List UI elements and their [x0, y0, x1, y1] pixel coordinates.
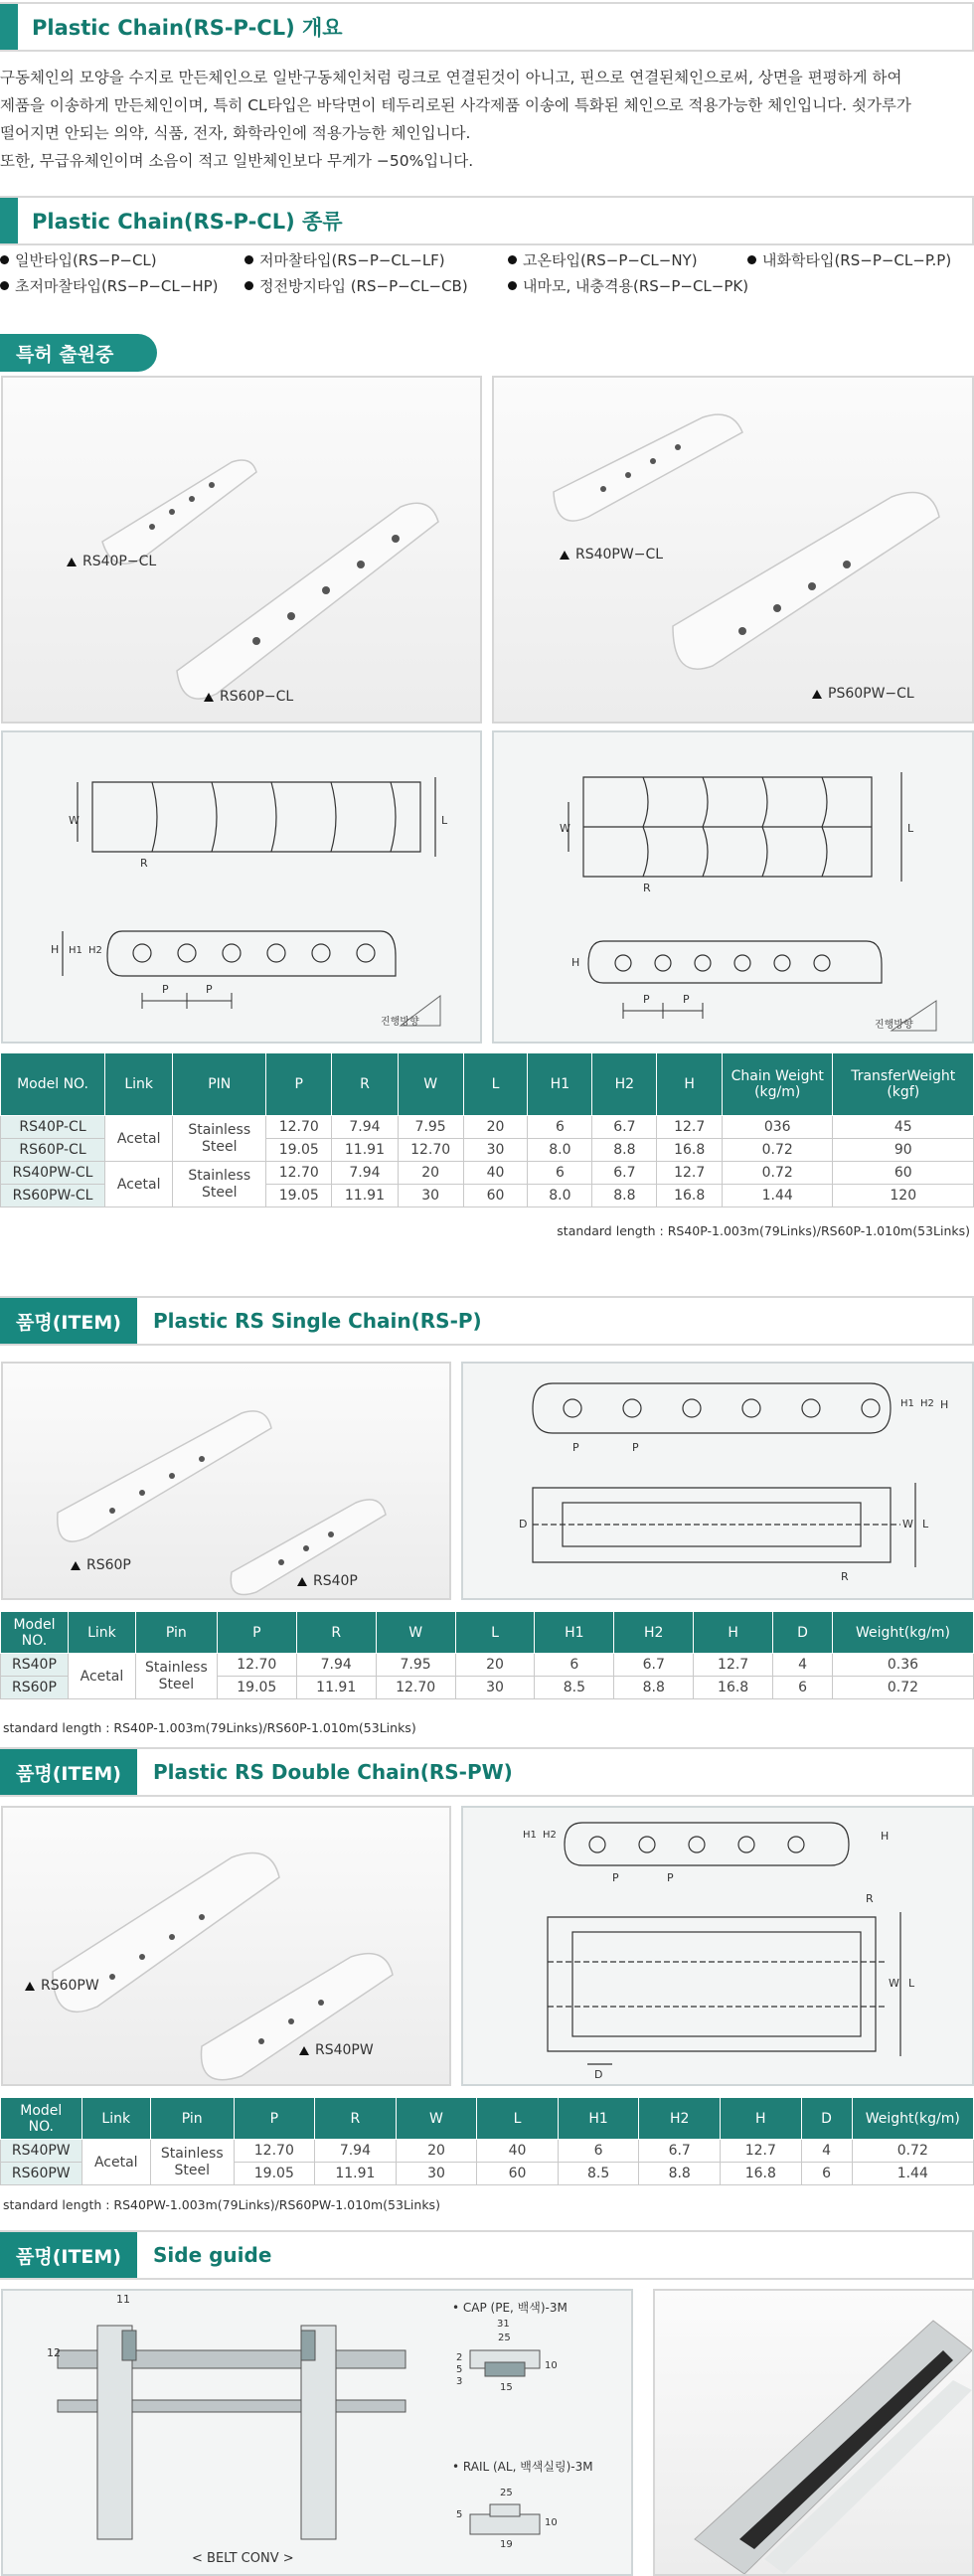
item-badge: 품명(ITEM) [0, 1749, 137, 1795]
side-guide-title-bar [0, 2230, 974, 2280]
double-chain-drawing [463, 1808, 972, 2084]
table-cell: 036 [722, 1116, 833, 1139]
overview-title: Plastic Chain(RS-P-CL) 개요 [32, 16, 343, 40]
table-header-cell: L [455, 1612, 535, 1654]
list-item: 초저마찰타입(RS−P−CL−HP) [0, 275, 244, 296]
table-header-cell: Model NO. [1, 2098, 82, 2140]
dim-label: 5 [456, 2364, 463, 2375]
dim-label: H2 [920, 1398, 934, 1409]
dim-label: H1 [69, 945, 82, 956]
list-item: 고온타입(RS−P−CL−NY) [508, 249, 747, 270]
model-cell: RS40P [1, 1654, 69, 1677]
table-cell: 12.70 [266, 1116, 332, 1139]
list-item: 저마찰타입(RS−P−CL−LF) [244, 249, 508, 270]
dim-label: W [560, 822, 570, 835]
dim-label: H [881, 1830, 890, 1843]
dim-label: R [841, 1570, 849, 1583]
table-cell: 0.36 [832, 1654, 973, 1677]
dim-label: 3 [456, 2376, 463, 2387]
table-cell: 20 [455, 1654, 535, 1677]
table-cell: 6.7 [592, 1162, 657, 1185]
table-header-cell: D [773, 1612, 833, 1654]
table-cell: 12.7 [657, 1116, 723, 1139]
list-item: 내마모, 내충격용(RS−P−CL−PK) [508, 275, 748, 296]
model-cell: RS40PW [1, 2140, 82, 2163]
triangle-icon [299, 2046, 309, 2055]
table-cell: 0.72 [722, 1139, 833, 1162]
bullet-icon [508, 255, 517, 264]
side-guide-title: Side guide [153, 2243, 272, 2267]
single-chain-drawing [463, 1364, 972, 1598]
overview-line: 또한, 무급유체인이며 소음이 적고 일반체인보다 무게가 −50%입니다. [0, 152, 474, 170]
table-cell: 8.8 [592, 1139, 657, 1162]
photo-panel-single-cl [1, 376, 482, 724]
title-accent-bar [0, 4, 18, 50]
table-cell: 30 [396, 2163, 477, 2185]
table-cell: 19.05 [266, 1185, 332, 1208]
dim-label: P [162, 983, 169, 996]
chain-photo-single [3, 378, 480, 722]
table-header-cell: P [217, 1612, 296, 1654]
triangle-icon [812, 690, 822, 699]
dim-label: 19 [500, 2539, 513, 2550]
table-cell: 6.7 [614, 1654, 694, 1677]
dim-label: W [889, 1977, 899, 1990]
table-cell: 20 [463, 1116, 528, 1139]
model-cell: RS40PW-CL [1, 1162, 105, 1185]
standard-length-note: standard length : RS40P-1.003m(79Links)/RS60P-1.010m(53Links) [3, 1720, 416, 1735]
table-cell: 11.91 [296, 1677, 376, 1699]
table-cell: 16.8 [694, 1677, 773, 1699]
dim-label: H2 [543, 1830, 557, 1841]
table-header-cell: L [477, 2098, 559, 2140]
table-cell: 90 [833, 1139, 974, 1162]
table-cell: 7.94 [315, 2140, 397, 2163]
table-cell: 19.05 [266, 1139, 332, 1162]
list-item: 내화학타입(RS−P−CL−P.P) [747, 249, 951, 270]
dim-label: L [441, 814, 448, 827]
bullet-icon [0, 255, 9, 264]
table-header-cell: W [398, 1053, 463, 1116]
link-cell: Acetal [68, 1654, 135, 1699]
table-cell: 40 [477, 2140, 559, 2163]
model-cell: RS60PW [1, 2163, 82, 2185]
cap-label: • CAP (PE, 백색)-3M [452, 2301, 568, 2315]
table-header-cell: H1 [535, 1612, 614, 1654]
table-row [1, 2140, 974, 2163]
dim-label: D [594, 2068, 603, 2081]
table-cell: 60 [477, 2163, 559, 2185]
table-header-cell: W [396, 2098, 477, 2140]
table-cell: 12.70 [266, 1162, 332, 1185]
table-cell: 40 [463, 1162, 528, 1185]
title-accent-bar [0, 198, 18, 243]
table-cell: 12.7 [657, 1162, 723, 1185]
table-header-cell: TransferWeight (kgf) [833, 1053, 974, 1116]
table-cell: 7.95 [398, 1116, 463, 1139]
pin-cell: Stainless Steel [173, 1162, 266, 1208]
dim-label: H1 [523, 1830, 537, 1841]
table-cell: 20 [398, 1162, 463, 1185]
table-cell: 30 [455, 1677, 535, 1699]
table-header-cell: W [376, 1612, 455, 1654]
side-guide-drawing [3, 2291, 631, 2574]
model-cell: RS40P-CL [1, 1116, 105, 1139]
dim-label: 25 [500, 2488, 513, 2498]
dim-label: H1 [900, 1398, 914, 1409]
table-header-cell: Pin [135, 1612, 217, 1654]
dim-label: P [632, 1441, 639, 1454]
table-cell: 20 [396, 2140, 477, 2163]
double-chain-photo [3, 1808, 449, 2084]
dim-label: R [643, 882, 651, 894]
triangle-icon [71, 1561, 81, 1570]
table-cell: 8.5 [535, 1677, 614, 1699]
pin-cell: Stainless Steel [135, 1654, 217, 1699]
table-cell: 7.94 [296, 1654, 376, 1677]
table-cell: 19.05 [217, 1677, 296, 1699]
table-cell: 30 [398, 1185, 463, 1208]
table-cell: 11.91 [332, 1185, 398, 1208]
table-header-cell: P [266, 1053, 332, 1116]
table-cell: 12.70 [376, 1677, 455, 1699]
dim-label: L [907, 822, 914, 835]
side-guide-drawing-panel [1, 2289, 633, 2576]
pin-cell: Stainless Steel [150, 2140, 234, 2185]
dim-label: P [206, 983, 213, 996]
table-header-cell: Model NO. [1, 1612, 69, 1654]
bullet-icon [0, 281, 9, 290]
table-cell: 11.91 [332, 1139, 398, 1162]
table-header-cell: R [296, 1612, 376, 1654]
belt-conv-label: < BELT CONV > [192, 2551, 294, 2566]
table-cell: 6.7 [639, 2140, 721, 2163]
model-cell: RS60P-CL [1, 1139, 105, 1162]
table-cell: 0.72 [722, 1162, 833, 1185]
photo-caption: RS60P−CL [204, 689, 293, 705]
table-header-cell: H2 [614, 1612, 694, 1654]
single-title-bar [0, 1296, 974, 1346]
dim-label: W [902, 1518, 913, 1530]
overview-text [0, 64, 974, 175]
table-cell: 7.95 [376, 1654, 455, 1677]
table-cell: 0.72 [852, 2140, 973, 2163]
dim-label: W [69, 814, 80, 827]
dim-label: L [908, 1977, 915, 1990]
table-cell: 4 [801, 2140, 852, 2163]
drawing-panel-double [461, 1806, 974, 2086]
table-cell: 6 [528, 1116, 592, 1139]
types-title-bar [0, 196, 974, 245]
table-header-cell: H [657, 1053, 723, 1116]
single-cl-drawing [3, 732, 480, 1042]
rail-label: • RAIL (AL, 백색실링)-3M [452, 2460, 593, 2474]
standard-length-note: standard length : RS40PW-1.003m(79Links)/RS60PW-1.010m(53Links) [3, 2197, 440, 2212]
photo-caption: RS60P [71, 1557, 131, 1573]
table-cell: 12.70 [217, 1654, 296, 1677]
table-cell: 16.8 [657, 1139, 723, 1162]
photo-panel-single [1, 1362, 451, 1600]
spec-table-single [0, 1611, 974, 1699]
table-header-cell: H [694, 1612, 773, 1654]
table-cell: 8.8 [614, 1677, 694, 1699]
table-cell: 12.70 [398, 1139, 463, 1162]
table-cell: 12.7 [721, 2140, 802, 2163]
link-cell: Acetal [81, 2140, 150, 2185]
direction-label: 진행방향 [875, 1020, 913, 1031]
table-cell: 6 [773, 1677, 833, 1699]
table-cell: 4 [773, 1654, 833, 1677]
table-row [1, 1162, 974, 1185]
side-guide-photo-panel [653, 2289, 974, 2576]
table-cell: 6.7 [592, 1116, 657, 1139]
table-header-cell: Pin [150, 2098, 234, 2140]
overview-line: 구동체인의 모양을 수지로 만든체인으로 일반구동체인처럼 링크로 연결된것이 아니고, 핀으로 연결된체인으로써, 상면을 편평하게 하여 [0, 69, 902, 86]
dim-label: R [866, 1892, 874, 1905]
dim-label: P [683, 993, 690, 1006]
table-cell: 16.8 [721, 2163, 802, 2185]
triangle-icon [67, 558, 77, 566]
table-cell: 1.44 [722, 1185, 833, 1208]
dim-label: H [51, 943, 60, 956]
table-cell: 6 [558, 2140, 639, 2163]
table-cell: 60 [833, 1162, 974, 1185]
standard-length-note: standard length : RS40P-1.003m(79Links)/RS60P-1.010m(53Links) [557, 1223, 970, 1238]
dim-label: P [643, 993, 650, 1006]
table-cell: 11.91 [315, 2163, 397, 2185]
table-header-cell: H1 [528, 1053, 592, 1116]
dim-label: R [140, 857, 148, 870]
table-header-cell: R [315, 2098, 397, 2140]
table-cell: 8.0 [528, 1139, 592, 1162]
single-title: Plastic RS Single Chain(RS-P) [153, 1309, 482, 1333]
photo-caption: RS60PW [25, 1978, 99, 1994]
double-title-bar [0, 1747, 974, 1797]
table-cell: 19.05 [234, 2163, 315, 2185]
table-cell: 7.94 [332, 1116, 398, 1139]
dim-label: 11 [116, 2293, 130, 2306]
dim-label: H2 [88, 945, 102, 956]
table-cell: 12.7 [694, 1654, 773, 1677]
dim-label: D [519, 1518, 528, 1530]
spec-table-double [0, 2097, 974, 2185]
dim-label: H [940, 1398, 949, 1411]
dim-label: L [922, 1518, 929, 1530]
photo-caption: RS40PW−CL [560, 547, 663, 563]
triangle-icon [25, 1982, 35, 1991]
table-header-cell: R [332, 1053, 398, 1116]
table-header-cell: Weight(kg/m) [832, 1612, 973, 1654]
table-header-cell: D [801, 2098, 852, 2140]
double-cl-drawing [494, 732, 972, 1042]
table-cell: 6 [528, 1162, 592, 1185]
dim-label: P [612, 1871, 619, 1884]
photo-panel-double [1, 1806, 451, 2086]
bullet-icon [244, 281, 253, 290]
table-cell: 7.94 [332, 1162, 398, 1185]
overview-line: 떨어지면 안되는 의약, 식품, 전자, 화학라인에 적용가능한 체인입니다. [0, 124, 471, 142]
table-cell: 8.8 [639, 2163, 721, 2185]
table-header-cell: Link [81, 2098, 150, 2140]
dim-label: H [571, 956, 580, 969]
photo-caption: RS40PW [299, 2042, 374, 2058]
list-item: 일반타입(RS−P−CL) [0, 249, 244, 270]
dim-label: 15 [500, 2382, 513, 2393]
overview-title-bar [0, 2, 974, 52]
table-cell: 8.5 [558, 2163, 639, 2185]
table-header-cell: H2 [592, 1053, 657, 1116]
table-header-cell: Weight(kg/m) [852, 2098, 973, 2140]
bullet-icon [508, 281, 517, 290]
table-cell: 60 [463, 1185, 528, 1208]
dim-label: 31 [497, 2319, 510, 2330]
link-cell: Acetal [105, 1116, 173, 1162]
table-cell: 12.70 [234, 2140, 315, 2163]
dim-label: 10 [545, 2360, 558, 2371]
dim-label: 10 [545, 2517, 558, 2528]
types-list [0, 246, 974, 298]
table-cell: 16.8 [657, 1185, 723, 1208]
dim-label: 5 [456, 2509, 463, 2520]
dim-label: P [667, 1871, 674, 1884]
pin-cell: Stainless Steel [173, 1116, 266, 1162]
drawing-panel-single-cl [1, 730, 482, 1044]
table-row [1, 1654, 974, 1677]
table-cell: 6 [535, 1654, 614, 1677]
table-row [1, 1116, 974, 1139]
table-cell: 8.0 [528, 1185, 592, 1208]
dim-label: P [572, 1441, 579, 1454]
table-cell: 0.72 [832, 1677, 973, 1699]
model-cell: RS60PW-CL [1, 1185, 105, 1208]
list-item: 정전방지타입 (RS−P−CL−CB) [244, 275, 508, 296]
drawing-panel-double-cl [492, 730, 974, 1044]
table-cell: 1.44 [852, 2163, 973, 2185]
table-cell: 120 [833, 1185, 974, 1208]
table-cell: 6 [801, 2163, 852, 2185]
table-header-cell: Model NO. [1, 1053, 105, 1116]
triangle-icon [560, 551, 569, 560]
types-title: Plastic Chain(RS-P-CL) 종류 [32, 210, 343, 234]
double-title: Plastic RS Double Chain(RS-PW) [153, 1760, 513, 1784]
item-badge: 품명(ITEM) [0, 2232, 137, 2278]
model-cell: RS60P [1, 1677, 69, 1699]
table-header-cell: Chain Weight (kg/m) [722, 1053, 833, 1116]
table-header-cell: Link [105, 1053, 173, 1116]
photo-caption: RS40P [297, 1573, 358, 1589]
photo-panel-double-cl [492, 376, 974, 724]
table-header-cell: H [721, 2098, 802, 2140]
photo-caption: RS40P−CL [67, 554, 156, 569]
table-cell: 30 [463, 1139, 528, 1162]
overview-line: 제품을 이송하게 만든체인이며, 특히 CL타입은 바닥면이 테두리로된 사각제품 이송에 특화된 체인으로 적용가능한 체인입니다. 쇳가루가 [0, 96, 911, 114]
triangle-icon [297, 1577, 307, 1586]
table-cell: 8.8 [592, 1185, 657, 1208]
table-header-cell: P [234, 2098, 315, 2140]
table-header-cell: PIN [173, 1053, 266, 1116]
spec-table-cl [0, 1052, 974, 1208]
table-header-cell: Link [68, 1612, 135, 1654]
triangle-icon [204, 693, 214, 702]
bullet-icon [244, 255, 253, 264]
bullet-icon [747, 255, 756, 264]
item-badge: 품명(ITEM) [0, 1298, 137, 1344]
photo-caption: PS60PW−CL [812, 686, 914, 702]
dim-label: 25 [498, 2333, 511, 2343]
table-header-cell: H1 [558, 2098, 639, 2140]
patent-badge: 특허 출원중 [0, 334, 157, 372]
drawing-panel-single [461, 1362, 974, 1600]
side-guide-photo [655, 2291, 972, 2574]
direction-label: 진행방향 [381, 1017, 419, 1028]
link-cell: Acetal [105, 1162, 173, 1208]
dim-label: 2 [456, 2352, 463, 2363]
table-header-cell: L [463, 1053, 528, 1116]
table-header-cell: H2 [639, 2098, 721, 2140]
dim-label: 12 [47, 2346, 61, 2359]
table-cell: 45 [833, 1116, 974, 1139]
